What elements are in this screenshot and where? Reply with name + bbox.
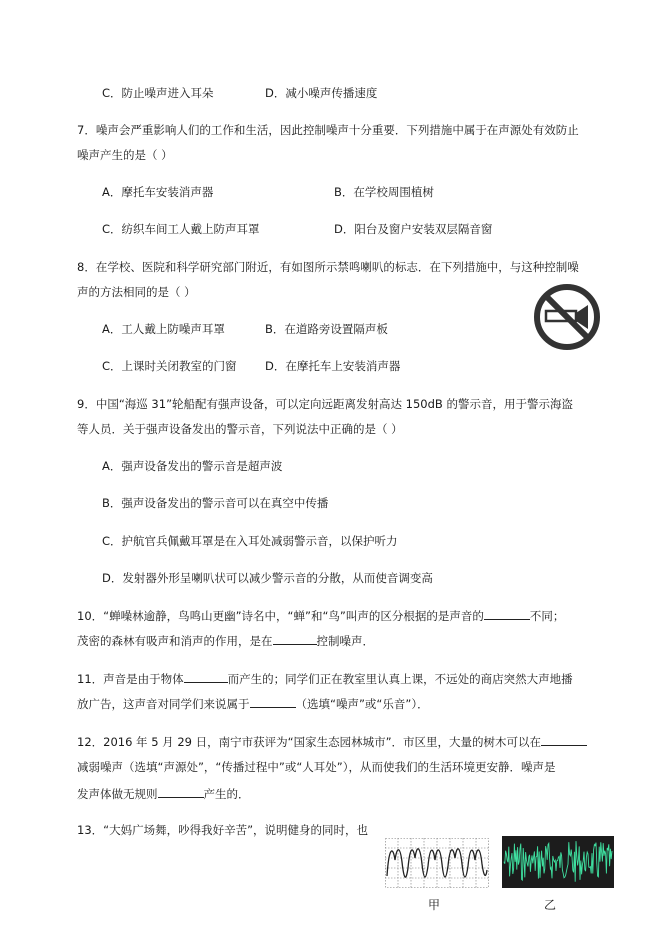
waveform-jia-figure [385,838,489,888]
figure-label-jia: 甲 [428,898,441,912]
answer-blank[interactable] [273,632,317,645]
answer-blank[interactable] [250,695,296,708]
q7-option-d: D．阳台及窗户安装双层隔音窗 [334,222,493,236]
q8-stem-line2: 声的方法相同的是（ ） [77,285,196,299]
q12-line2: 减弱噪声（选填“声源处”，“传播过程中”或“人耳处”），从而使我们的生活环境更安静．噪声是 [77,760,556,774]
figure-label-yi: 乙 [544,898,557,912]
q6-option-c: C．防止噪声进入耳朵 [102,86,214,100]
q10-line2: 茂密的森林有吸声和消声的作用，是在 控制噪声． [77,634,374,648]
q7-stem-line2: 噪声产生的是（ ） [77,148,173,162]
q13-stem-line1: 13．“大妈广场舞，吵得我好辛苦”，说明健身的同时，也 [77,823,369,837]
q12-line3: 发声体做无规则 产生的． [77,787,250,801]
q8-option-d: D．在摩托车上安装消声器 [265,359,401,373]
q10-line1: 10．“蝉噪林逾静，鸟鸣山更幽”诗名中，“蝉”和“鸟”叫声的区分根据的是声音的 不同； [77,609,565,623]
q12-line1: 12．2016 年 5 月 29 日，南宁市获评为“国家生态园林城市”．市区里，大量的树木可以在 [77,733,587,750]
answer-blank[interactable] [484,607,530,620]
q7-stem-line1: 7．噪声会严重影响人们的工作和生活，因此控制噪声十分重要．下列措施中属于在声源处有效防止 [77,123,579,137]
answer-blank[interactable] [541,733,587,746]
q7-option-c: C．纺织车间工人戴上防声耳罩 [102,222,260,236]
q9-option-a: A．强声设备发出的警示音是超声波 [102,459,283,473]
q11-line2: 放广告，这声音对同学们来说属于 （选填“噪声”或“乐音”）． [77,697,429,711]
answer-blank[interactable] [158,785,204,798]
answer-blank[interactable] [184,670,228,683]
q9-option-d: D．发射器外形呈喇叭状可以减少警示音的分散，从而使音调变高 [102,571,433,585]
no-horn-sign-icon [532,282,602,352]
q7-option-a: A．摩托车安装消声器 [102,185,214,199]
q9-option-c: C．护航官兵佩戴耳罩是在入耳处减弱警示音，以保护听力 [102,534,398,548]
waveform-yi-figure [502,836,614,888]
q9-stem-line2: 等人员．关于强声设备发出的警示音，下列说法中正确的是（ ） [77,422,403,436]
q8-stem-line1: 8．在学校、医院和科学研究部门附近，有如图所示禁鸣喇叭的标志．在下列措施中，与这种控制噪 [77,260,579,274]
q9-option-b: B．强声设备发出的警示音可以在真空中传播 [102,496,329,510]
q7-option-b: B．在学校周围植树 [334,185,434,199]
q6-option-d: D．减小噪声传播速度 [265,86,378,100]
q8-option-a: A．工人戴上防噪声耳罩 [102,322,225,336]
q8-option-c: C．上课时关闭教室的门窗 [102,359,237,373]
q9-stem-line1: 9．中国“海巡 31”轮船配有强声设备，可以定向远距离发射高达 150dB 的警示音，用于警示海盗 [77,397,573,411]
q11-line1: 11．声音是由于物体 而产生的；同学们正在教室里认真上课，不远处的商店突然大声地播 [77,672,573,686]
q8-option-b: B．在道路旁设置隔声板 [265,322,388,336]
